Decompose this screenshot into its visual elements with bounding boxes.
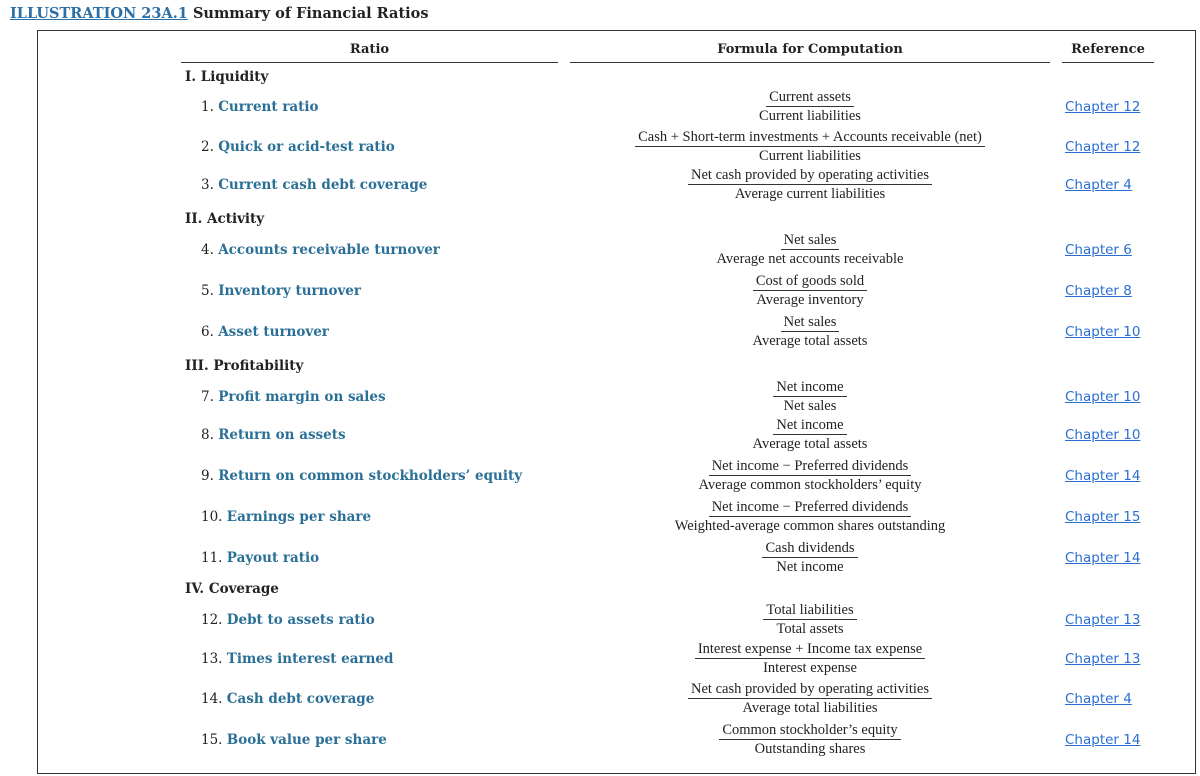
ratio-label: Earnings per share — [226, 509, 372, 525]
formula-fraction — [560, 680, 1060, 717]
formula-numerator: Total liabilities — [763, 601, 856, 620]
ratio-name — [201, 242, 440, 258]
formula-denominator: Net sales — [783, 398, 837, 414]
formula-denominator: Outstanding shares — [754, 741, 866, 757]
chapter-reference-link[interactable]: Chapter 13 — [1065, 612, 1141, 628]
formula-numerator: Current assets — [766, 88, 854, 107]
ratio-name — [201, 732, 387, 748]
ratio-name — [201, 651, 393, 667]
formula-fraction — [560, 416, 1060, 453]
formula-denominator: Current liabilities — [759, 108, 861, 124]
ratio-number: 9. — [201, 468, 214, 484]
ratio-number: 5. — [201, 283, 214, 299]
ratio-label: Profit margin on sales — [218, 389, 386, 405]
ratio-label: Debt to assets ratio — [226, 612, 375, 628]
formula-numerator: Cash dividends — [762, 539, 857, 558]
chapter-reference-link[interactable]: Chapter 14 — [1065, 732, 1141, 748]
ratio-number: 4. — [201, 242, 214, 258]
formula-denominator: Average net accounts receivable — [716, 251, 904, 267]
ratio-label: Book value per share — [226, 732, 387, 748]
ratio-label: Current cash debt coverage — [218, 177, 428, 193]
illustration-number-link[interactable]: ILLUSTRATION 23A.1 — [10, 5, 188, 22]
formula-denominator: Net income — [776, 559, 844, 575]
ratio-name — [201, 612, 375, 628]
formula-denominator: Weighted-average common shares outstanding — [674, 518, 946, 534]
formula-fraction — [560, 313, 1060, 350]
formula-numerator: Common stockholder’s equity — [719, 721, 900, 740]
ratio-label: Cash debt coverage — [226, 691, 375, 707]
ratio-number: 11. — [201, 550, 223, 566]
formula-fraction — [560, 166, 1060, 203]
formula-denominator: Total assets — [776, 621, 844, 637]
ratio-number: 8. — [201, 427, 214, 443]
header-ratio: Ratio — [181, 43, 558, 63]
formula-numerator: Cost of goods sold — [753, 272, 867, 291]
formula-fraction — [560, 457, 1060, 494]
chapter-reference-link[interactable]: Chapter 10 — [1065, 324, 1141, 340]
formula-denominator: Average inventory — [756, 292, 864, 308]
formula-denominator: Average total assets — [752, 436, 868, 452]
formula-fraction — [560, 721, 1060, 758]
ratio-number: 2. — [201, 139, 214, 155]
header-reference: Reference — [1062, 43, 1154, 63]
formula-fraction — [560, 498, 1060, 535]
ratio-name — [201, 324, 329, 340]
chapter-reference-link[interactable]: Chapter 14 — [1065, 550, 1141, 566]
ratio-label: Asset turnover — [218, 324, 329, 340]
ratio-name — [201, 99, 319, 115]
ratio-number: 10. — [201, 509, 223, 525]
section-heading: II. Activity — [185, 211, 265, 227]
formula-fraction — [560, 539, 1060, 576]
formula-numerator: Cash + Short-term investments + Accounts receivable (net) — [635, 128, 985, 147]
header-formula: Formula for Computation — [570, 43, 1050, 63]
ratio-name — [201, 427, 346, 443]
ratio-number: 13. — [201, 651, 223, 667]
formula-fraction — [560, 272, 1060, 309]
ratio-number: 3. — [201, 177, 214, 193]
ratio-label: Return on common stockholders’ equity — [218, 468, 523, 484]
formula-denominator: Average total liabilities — [742, 700, 878, 716]
chapter-reference-link[interactable]: Chapter 10 — [1065, 389, 1141, 405]
ratio-number: 15. — [201, 732, 223, 748]
ratio-name — [201, 139, 395, 155]
ratio-number: 12. — [201, 612, 223, 628]
ratio-label: Payout ratio — [226, 550, 320, 566]
formula-denominator: Average current liabilities — [734, 186, 886, 202]
chapter-reference-link[interactable]: Chapter 13 — [1065, 651, 1141, 667]
formula-fraction — [560, 128, 1060, 165]
formula-numerator: Net income — [773, 378, 846, 397]
formula-fraction — [560, 231, 1060, 268]
formula-numerator: Net sales — [781, 313, 840, 332]
formula-fraction — [560, 378, 1060, 415]
ratio-name — [201, 509, 371, 525]
ratio-name — [201, 468, 522, 484]
section-heading: III. Profitability — [185, 358, 304, 374]
illustration-caption: Summary of Financial Ratios — [192, 5, 429, 22]
formula-numerator: Interest expense + Income tax expense — [695, 640, 925, 659]
ratio-number: 14. — [201, 691, 223, 707]
ratio-name — [201, 283, 361, 299]
illustration-title — [10, 5, 429, 22]
ratio-label: Current ratio — [218, 99, 319, 115]
formula-numerator: Net income − Preferred dividends — [709, 457, 912, 476]
formula-fraction — [560, 640, 1060, 677]
formula-numerator: Net cash provided by operating activities — [688, 166, 932, 185]
chapter-reference-link[interactable]: Chapter 12 — [1065, 99, 1141, 115]
formula-fraction — [560, 88, 1060, 125]
ratio-label: Return on assets — [218, 427, 346, 443]
formula-numerator: Net income — [773, 416, 846, 435]
ratio-number: 1. — [201, 99, 214, 115]
section-heading: IV. Coverage — [185, 581, 279, 597]
ratio-name — [201, 389, 386, 405]
formula-denominator: Current liabilities — [759, 148, 861, 164]
formula-denominator: Interest expense — [763, 660, 857, 676]
formula-numerator: Net income − Preferred dividends — [709, 498, 912, 517]
ratio-name — [201, 691, 374, 707]
chapter-reference-link[interactable]: Chapter 4 — [1065, 691, 1132, 707]
ratio-name — [201, 550, 319, 566]
formula-numerator: Net sales — [781, 231, 840, 250]
chapter-reference-link[interactable]: Chapter 6 — [1065, 242, 1132, 258]
chapter-reference-link[interactable]: Chapter 15 — [1065, 509, 1141, 525]
ratio-name — [201, 177, 427, 193]
chapter-reference-link[interactable]: Chapter 14 — [1065, 468, 1141, 484]
chapter-reference-link[interactable]: Chapter 12 — [1065, 139, 1141, 155]
formula-denominator: Average total assets — [752, 333, 868, 349]
formula-denominator: Average common stockholders’ equity — [698, 477, 922, 493]
chapter-reference-link[interactable]: Chapter 10 — [1065, 427, 1141, 443]
ratio-number: 6. — [201, 324, 214, 340]
ratio-label: Inventory turnover — [218, 283, 361, 299]
section-heading: I. Liquidity — [185, 69, 269, 85]
ratio-label: Accounts receivable turnover — [218, 242, 440, 258]
ratio-number: 7. — [201, 389, 214, 405]
chapter-reference-link[interactable]: Chapter 8 — [1065, 283, 1132, 299]
ratio-label: Times interest earned — [226, 651, 394, 667]
chapter-reference-link[interactable]: Chapter 4 — [1065, 177, 1132, 193]
ratio-label: Quick or acid-test ratio — [218, 139, 395, 155]
formula-fraction — [560, 601, 1060, 638]
formula-numerator: Net cash provided by operating activities — [688, 680, 932, 699]
